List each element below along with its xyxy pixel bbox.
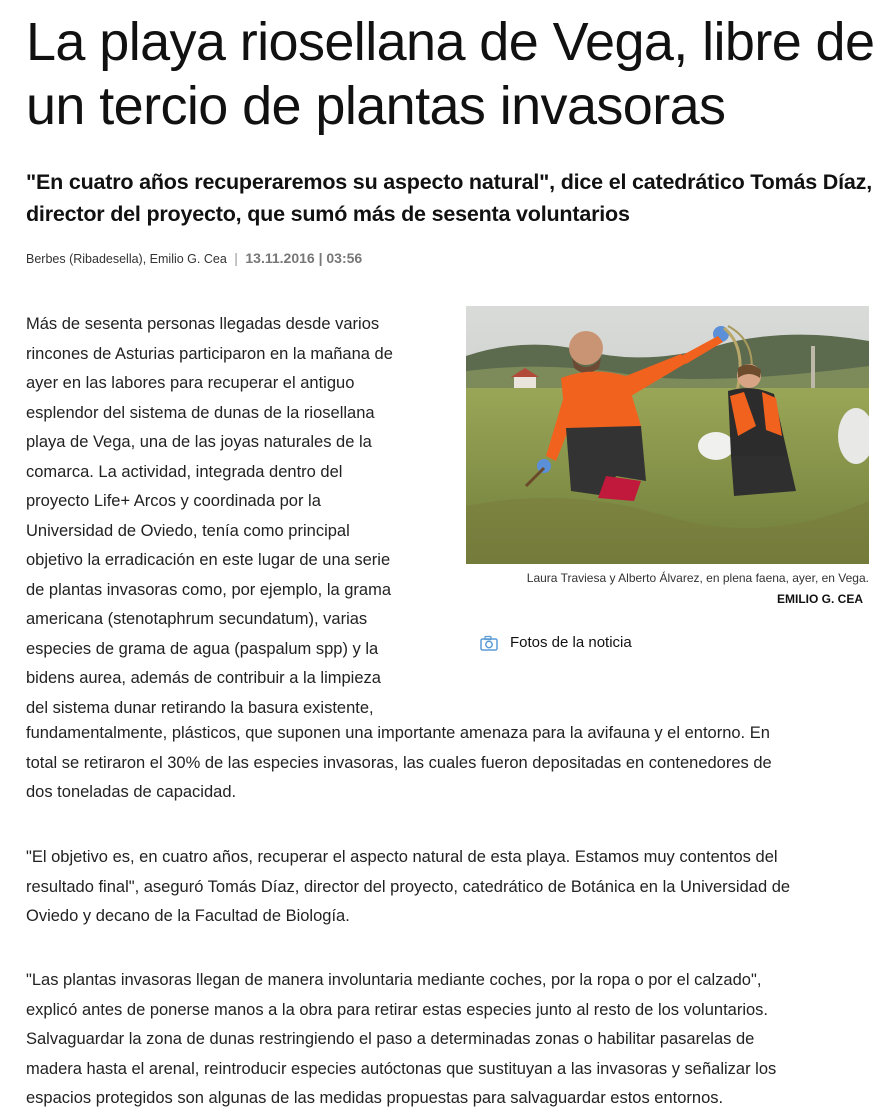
article-photo-figure	[466, 306, 869, 606]
paragraph-1-wide	[26, 719, 872, 808]
photo-caption: Laura Traviesa y Alberto Álvarez, en plena faena, ayer, en Vega.	[526, 571, 869, 585]
text-line: del sistema dunar retirando la basura existente,	[26, 698, 374, 717]
camera-icon	[480, 635, 498, 651]
text-line: madera hasta el arenal, reintroducir especies autóctonas que sustituyan a las invasoras y señalizar los	[26, 1059, 777, 1078]
text-line: playa de Vega, una de las joyas naturales de la	[26, 433, 372, 451]
photo-gallery-label: Fotos de la noticia	[510, 634, 632, 651]
text-line: dos toneladas de capacidad.	[26, 783, 237, 801]
text-line: Más de sesenta personas llegadas desde varios	[26, 315, 380, 333]
text-line: "Las plantas invasoras llegan de manera involuntaria mediante coches, por la ropa o por el calzado",	[26, 971, 762, 989]
text-line: resultado final", aseguró Tomás Díaz, director del proyecto, catedrático de Botánica en la Universidad de	[26, 877, 791, 896]
byline-datetime: 13.11.2016 | 03:56	[245, 250, 363, 266]
text-line: espacios protegidos son algunas de las medidas propuestas para salvaguardar estos entornos.	[26, 1089, 724, 1107]
text-line: fundamentalmente, plásticos, que suponen una importante amenaza para la avifauna y el entorno. En	[26, 724, 770, 742]
article-headline: La playa riosellana de Vega, libre de un tercio de plantas invasoras	[26, 12, 875, 136]
paragraph-1-narrow	[26, 310, 446, 723]
text-line: "El objetivo es, en cuatro años, recuperar el aspecto natural de esta playa. Estamos muy contentos del	[26, 848, 778, 866]
text-line: rincones de Asturias participaron en la mañana de	[26, 344, 393, 363]
article-photo[interactable]	[466, 306, 869, 564]
text-line: Universidad de Oviedo, tenía como principal	[26, 521, 350, 540]
article-subtitle: "En cuatro años recuperaremos su aspecto natural", dice el catedrático Tomás Díaz, director del proyecto, que sumó más de sesenta voluntarios	[26, 170, 872, 226]
text-line: Oviedo y decano de la Facultad de Biología.	[26, 907, 350, 925]
text-line: especies de grama de agua (paspalum spp) y la	[26, 639, 379, 658]
text-line: explicó antes de ponerse manos a la obra para retirar estas especies junto al resto de los voluntarios.	[26, 1000, 769, 1019]
photo-gallery-link[interactable]	[480, 634, 632, 651]
text-line: Salvaguardar la zona de dunas restringiendo el paso a determinadas zonas o habilitar pasarelas de	[26, 1030, 755, 1048]
text-line: proyecto Life+ Arcos y coordinada por la	[26, 492, 321, 510]
photo-credit: EMILIO G. CEA	[776, 592, 863, 606]
byline-author: Berbes (Ribadesella), Emilio G. Cea	[26, 252, 227, 266]
byline-separator: |	[234, 250, 238, 266]
text-line: bidens aurea, además de contribuir a la limpieza	[26, 669, 381, 687]
byline	[26, 250, 362, 266]
paragraph-2	[26, 843, 872, 932]
text-line: total se retiraron el 30% de las especies invasoras, las cuales fueron depositadas en contenedores de	[26, 753, 772, 772]
text-line: de plantas invasoras como, por ejemplo, la grama	[26, 580, 392, 599]
text-line: comarca. La actividad, integrada dentro del	[26, 462, 343, 481]
text-line: americana (stenotaphrum secundatum), varias	[26, 610, 368, 628]
text-line: esplendor del sistema de dunas de la riosellana	[26, 403, 375, 422]
text-line: objetivo la erradicación en este lugar de una serie	[26, 551, 391, 569]
text-line: ayer en las labores para recuperar el antiguo	[26, 374, 355, 392]
paragraph-3	[26, 966, 872, 1114]
